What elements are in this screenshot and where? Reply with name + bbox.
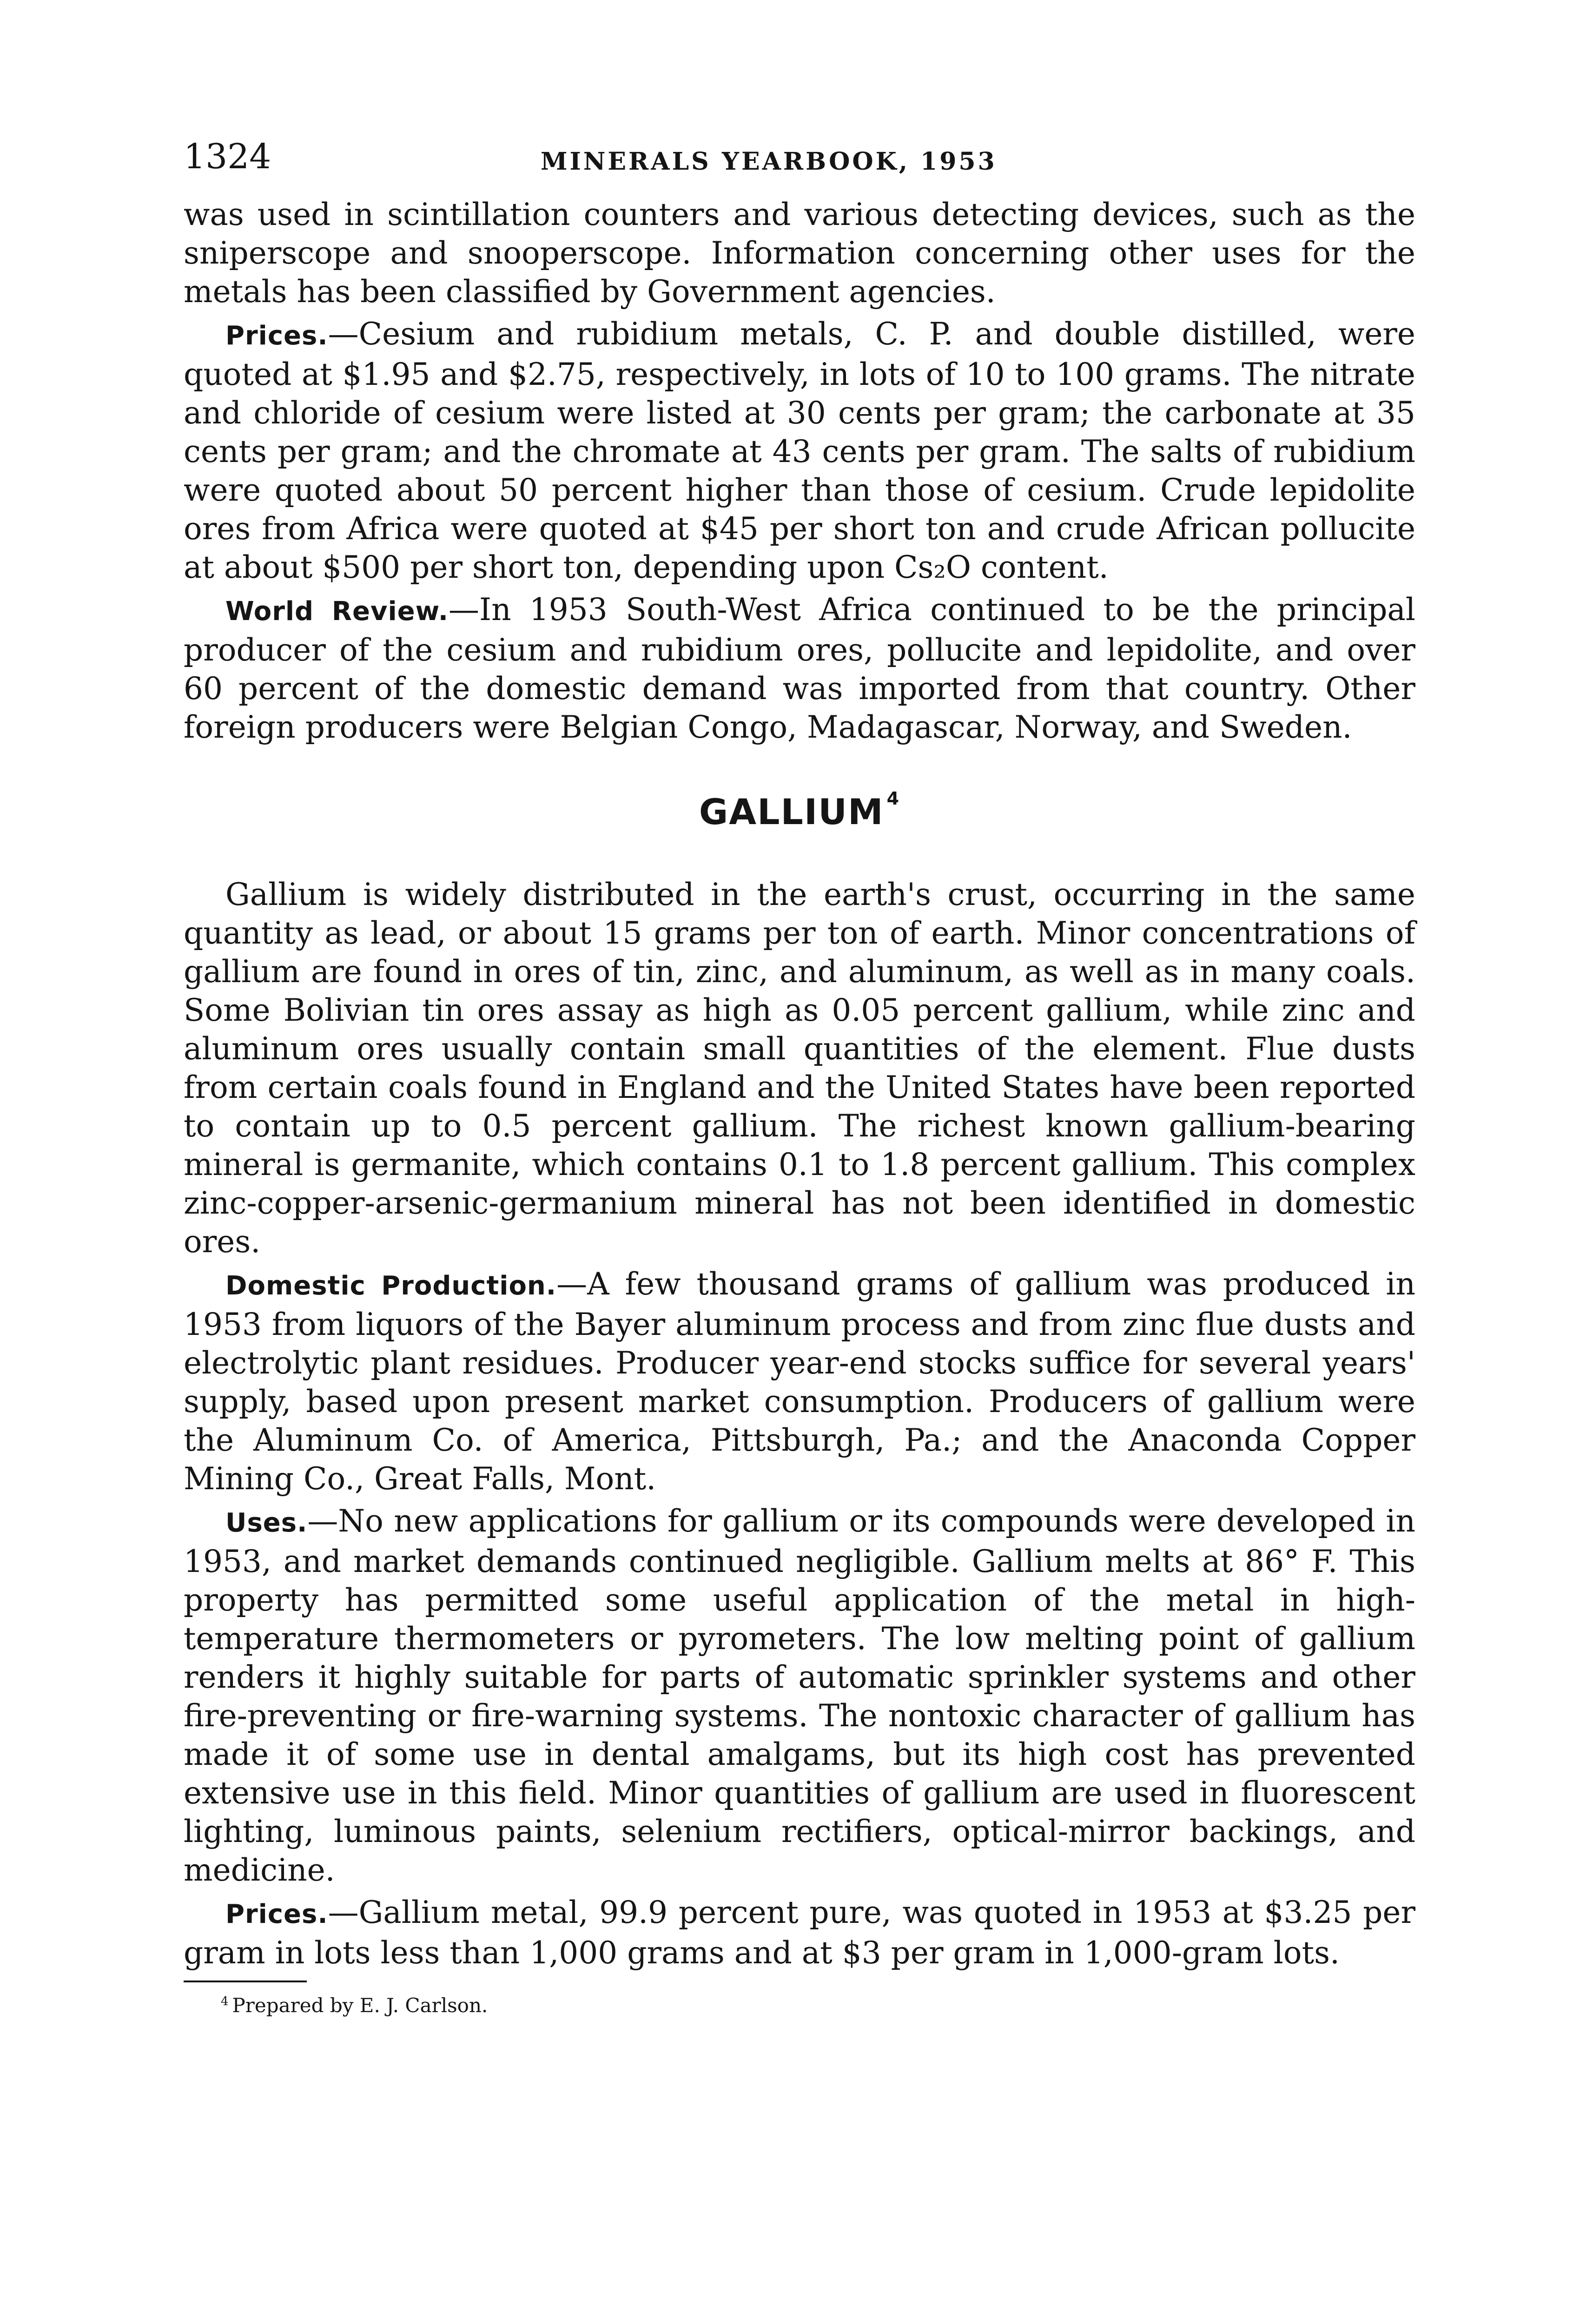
- gallium-prices-label: Prices.: [225, 1899, 328, 1929]
- uses-text: —No new applications for gallium or its compounds were developed in 1953, and market demands continued negligible. Gallium melts at 86° F. This property has permitted some useful application of the metal in high-temperature thermometers or pyrometers. The low melting point of gallium renders it highly suitable for parts of automatic sprinkler systems and other fire-preventing or fire-warning systems. The nontoxic character of gallium has made it of some use in dental amalgams, but its high cost has prevented extensive use in this field. Minor quantities of gallium are used in fluorescent lighting, luminous paints, selenium rectifiers, optical-mirror backings, and medicine.: [184, 1503, 1415, 1888]
- cesium-prices-label: Prices.: [225, 321, 328, 351]
- footnote-rule: [184, 1981, 307, 1982]
- world-review-text: —In 1953 South-West Africa continued to be the principal producer of the cesium and rubidium ores, pollucite and lepidolite, and over 60 percent of the domestic demand was imported from that country. Other foreign producers were Belgian Congo, Madagascar, Norway, and Sweden.: [184, 592, 1415, 745]
- footnote-marker: 4: [221, 1994, 229, 2008]
- gallium-prices-text: —Gallium metal, 99.9 percent pure, was quoted in 1953 at $3.25 per gram in lots less than 1,000 grams and at $3 per gram in 1,000-gram lots.: [184, 1895, 1415, 1971]
- page-number: 1324: [184, 137, 271, 177]
- uses-label: Uses.: [225, 1508, 308, 1538]
- footnote-text: Prepared by E. J. Carlson.: [232, 1994, 488, 2017]
- page: [184, 139, 1415, 2018]
- gallium-intro-paragraph: Gallium is widely distributed in the earth's crust, occurring in the same quantity as lead, or about 15 grams per ton of earth. Minor concentrations of gallium are found in ores of tin, zinc, and aluminum, as well as in many coals. Some Bolivian tin ores assay as high as 0.05 percent gallium, while zinc and aluminum ores usually contain small quantities of the element. Flue dusts from certain coals found in England and the United States have been reported to contain up to 0.5 percent gallium. The richest known gallium-bearing mineral is germanite, which contains 0.1 to 1.8 percent gallium. This complex zinc-copper-arsenic-germanium mineral has not been identified in domestic ores.: [184, 877, 1415, 1260]
- domestic-production-paragraph: [184, 1265, 1415, 1498]
- gallium-heading: [184, 788, 1415, 832]
- footnote: [221, 1989, 1415, 2018]
- world-review-label: World Review.: [225, 596, 449, 627]
- domestic-production-text: —A few thousand grams of gallium was produced in 1953 from liquors of the Bayer aluminum process and from zinc flue dusts and electrolytic plant residues. Producer year-end stocks suffice for several years' supply, based upon present market consumption. Producers of gallium were the Aluminum Co. of America, Pittsburgh, Pa.; and the Anaconda Copper Mining Co., Great Falls, Mont.: [184, 1266, 1415, 1497]
- gallium-heading-text: GALLIUM: [699, 791, 884, 832]
- running-title: MINERALS YEARBOOK, 1953: [541, 147, 997, 176]
- gallium-prices-paragraph: [184, 1893, 1415, 1972]
- gallium-footnote-marker: 4: [886, 788, 900, 809]
- world-review-paragraph: [184, 590, 1415, 746]
- uses-paragraph: [184, 1502, 1415, 1889]
- opening-paragraph: was used in scintillation counters and various detecting devices, such as the sniperscope and snooperscope. Information concerning other uses for the metals has been classified by Government agencies.: [184, 197, 1415, 310]
- cesium-prices-text: —Cesium and rubidium metals, C. P. and double distilled, were quoted at $1.95 and $2.75, respectively, in lots of 10 to 100 grams. The nitrate and chloride of cesium were listed at 30 cents per gram; the carbonate at 35 cents per gram; and the chromate at 43 cents per gram. The salts of rubidium were quoted about 50 percent higher than those of cesium. Crude lepidolite ores from Africa were quoted at $45 per short ton and crude African pollucite at about $500 per short ton, depending upon Cs₂O content.: [184, 316, 1415, 585]
- domestic-production-label: Domestic Production.: [225, 1271, 557, 1301]
- cesium-prices-paragraph: [184, 315, 1415, 587]
- page-header: [184, 139, 1415, 195]
